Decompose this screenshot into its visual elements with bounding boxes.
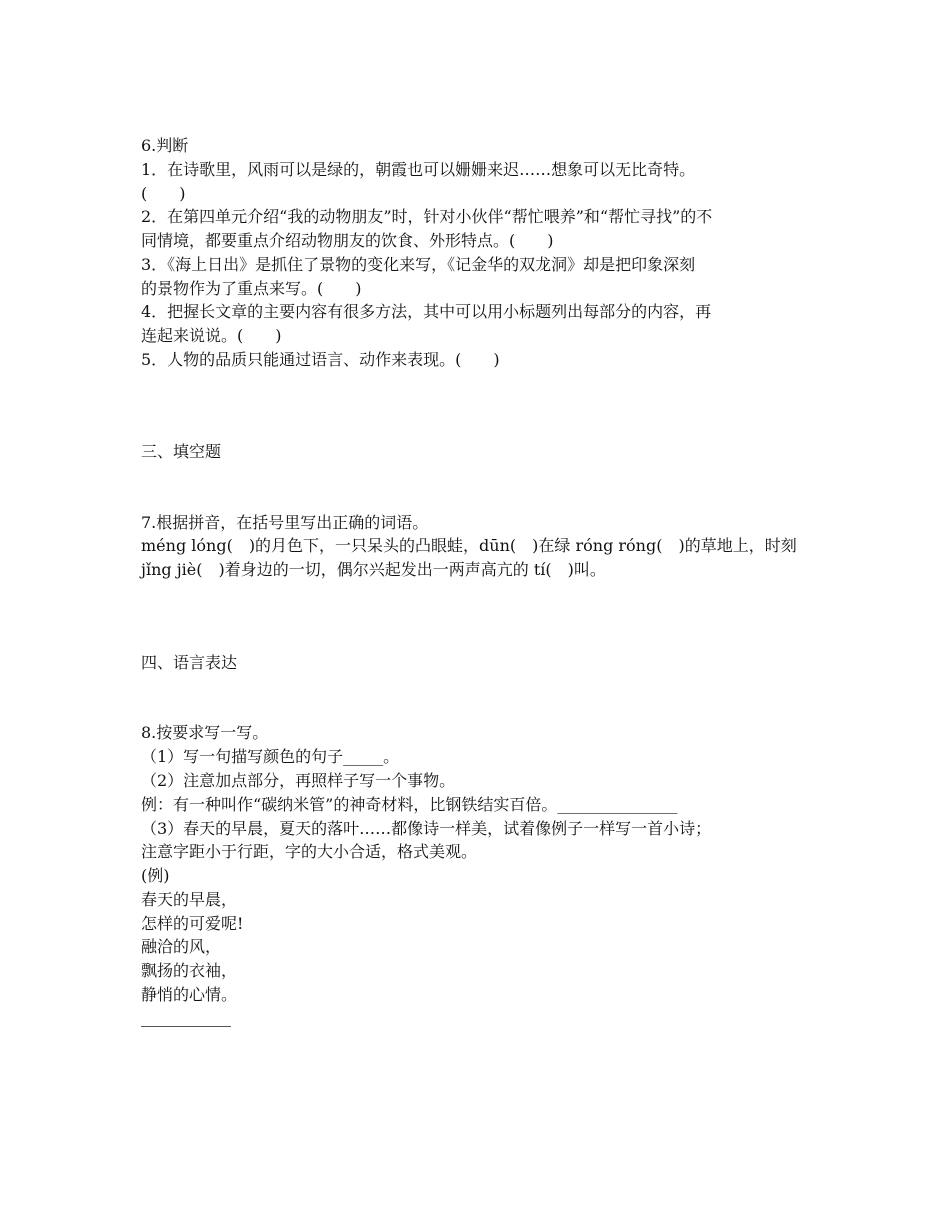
q8-line: 注意字距小于行距，字的大小合适，格式美观。 [141,842,478,861]
q8-line: （2）注意加点部分，再照样子写一个事物。 [141,771,456,790]
poem-line: 静悄的心情。 [141,985,238,1004]
q6-line: 3．《海上日出》是抓住了景物的变化来写，《记金华的双龙洞》却是把印象深刻 [141,255,696,274]
q6-line: 5．人物的品质只能通过语言、动作来表现。( ) [141,350,500,369]
q6-line: 4．把握长文章的主要内容有很多方法，其中可以用小标题列出每部分的内容，再 [141,302,712,321]
q8-line: (例) [141,866,170,885]
q6-line: 1．在诗歌里，风雨可以是绿的，朝霞也可以姗姗来迟……想象可以无比奇特。 [141,160,696,179]
section-heading: 四、语言表达 [141,653,238,672]
section-heading: 三、填空题 [141,442,222,461]
answer-blank-line [141,1026,231,1027]
q8-title: 8.按要求写一写。 [141,723,269,742]
q6-line: 连起来说说。( ) [141,326,282,345]
poem-line: 融洽的风， [141,937,222,956]
q6-line: ( ) [141,184,186,203]
q6-line: 同情境，都要重点介绍动物朋友的饮食、外形特点。( ) [141,231,554,250]
poem-line: 飘扬的衣袖， [141,961,238,980]
q6-line: 的景物作为了重点来写。( ) [141,279,362,298]
poem-line: 春天的早晨， [141,890,238,909]
q7-title: 7.根据拼音，在括号里写出正确的词语。 [141,513,429,532]
q8-line: 例：有一种叫作“碳纳米管”的神奇材料，比钢铁结实百倍。_______________ [141,795,678,814]
poem-line: 怎样的可爱呢! [141,914,244,933]
q7-line: méng lóng( )的月色下，一只呆头的凸眼蛙，dūn( )在绿 róng róng( )的草地上，时刻 [141,536,797,555]
q7-line: jǐng jiè( )着身边的一切，偶尔兴起发出一两声高亢的 tí( )叫。 [141,560,606,579]
q8-line: （3）春天的早晨，夏天的落叶……都像诗一样美，试着像例子一样写一首小诗； [141,819,712,838]
q6-line: 2．在第四单元介绍“我的动物朋友”时，针对小伙伴“帮忙喂养”和“帮忙寻找”的不 [141,207,713,226]
q6-title: 6.判断 [141,136,189,155]
q8-line: （1）写一句描写颜色的句子_____。 [141,747,400,766]
